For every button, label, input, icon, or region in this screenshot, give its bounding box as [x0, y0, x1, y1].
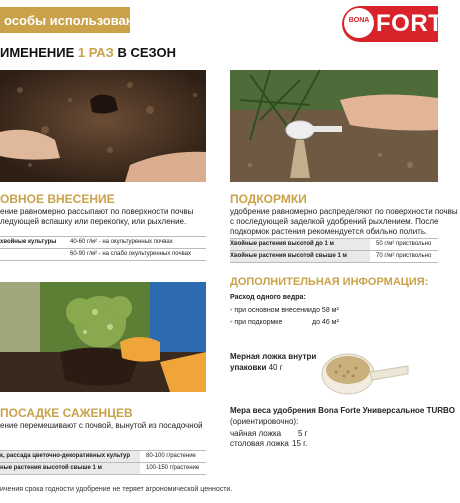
table-row: [0, 237, 206, 248]
soil-photo: [0, 70, 206, 182]
table-cell-dose: 70 г/м² приствольно: [376, 253, 432, 259]
table-cell-dose: 80-100 г/растение: [146, 453, 196, 459]
table-row: [0, 463, 206, 474]
planting-title: ПОСАДКЕ САЖЕНЦЕВ: [0, 406, 133, 420]
bucket-row-value: до 58 м²: [312, 307, 339, 314]
bucket-title: [230, 294, 306, 301]
brand-big-text: FORTE: [376, 10, 460, 37]
feeding-title: ПОДКОРМКИ: [230, 192, 307, 206]
table-cell-dose: 50 г/м² приствольно: [376, 241, 432, 247]
bucket-row-label: при основном внесении: [234, 307, 312, 314]
main-application-line-1: ение равномерно рассыпают по поверхности почвы: [0, 207, 194, 216]
bucket-row-label: при подкормке: [234, 319, 283, 326]
table-row: [230, 239, 438, 250]
bullet-icon: •: [230, 319, 233, 326]
spoon-weight: 40 г: [268, 363, 283, 372]
scoop-photo: [230, 70, 438, 182]
measuring-scoop-image: [318, 346, 410, 398]
subtitle-pre: ИМЕНЕНИЕ: [0, 45, 78, 60]
brand-small-text: BONA: [348, 17, 370, 24]
table-cell-label: Хвойные растения высотой свыше 1 м: [230, 251, 370, 262]
bucket-row: [230, 307, 312, 314]
table-cell-dose: 60-90 г/м² - на слабо окультуренных почвах: [70, 251, 192, 257]
measure-row-value: 15 г.: [292, 439, 308, 448]
planting-line-1: ение перемешивают с почвой, вынутой из посадочной: [0, 421, 203, 430]
table-cell-label: Хвойные растения высотой до 1 м: [230, 239, 370, 250]
main-application-table: [0, 236, 206, 260]
feeding-table: [230, 238, 438, 262]
bucket-row-value: до 46 м²: [312, 319, 339, 326]
subtitle-gold: 1 РАЗ: [77, 45, 114, 60]
table-row: [0, 249, 206, 260]
table-cell-label: хвойные культуры: [0, 239, 57, 245]
subtitle-post: В СЕЗОН: [113, 45, 176, 60]
measure-row-label: чайная ложка: [230, 429, 282, 438]
main-application-title: ОВНОЕ ВНЕСЕНИЕ: [0, 192, 115, 206]
feeding-line-2: с последующей заделкой удобрений рыхлением. После: [230, 217, 439, 226]
table-row: [230, 251, 438, 262]
spoon-title-line-1: Мерная ложка внутри: [230, 352, 317, 361]
measure-title-text: Мера веса удобрения Bona Forte Универсальное TURBO: [230, 406, 456, 415]
measure-note: (ориентировочно):: [230, 417, 299, 426]
table-cell-label: [0, 249, 70, 260]
spoon-title-line-2: упаковки: [230, 363, 267, 372]
measure-title: [230, 406, 455, 415]
table-row: [0, 451, 206, 462]
spoon-title: [230, 352, 316, 361]
table-cell-dose: 40-60 г/м² - на окультуренных почвах: [70, 239, 173, 245]
feeding-line-1: удобрение равномерно распределяют по поверхности почвы: [230, 207, 458, 216]
bucket-row: [230, 319, 282, 326]
usage-subtitle: [0, 45, 176, 60]
planting-table: [0, 450, 206, 474]
bucket-title-text: Расход одного ведра:: [230, 294, 306, 301]
brand-logo: [342, 6, 460, 42]
footer-note: ичения срока годности удобрение не теряет агрономической ценности.: [0, 486, 233, 493]
section-tab: [0, 7, 150, 33]
measure-row-label: столовая ложка: [230, 439, 289, 448]
measure-row-value: 5 г: [298, 429, 308, 438]
section-tab-label: особы использования: [4, 13, 150, 28]
table-cell-dose: 100-150 г/растение: [146, 465, 200, 471]
bullet-icon: •: [230, 307, 233, 314]
extra-info-title: ДОПОЛНИТЕЛЬНАЯ ИНФОРМАЦИЯ:: [230, 276, 429, 288]
planting-photo: [0, 282, 206, 392]
main-application-line-2: ледующей вспашку или перекопку, или рыхление.: [0, 217, 187, 226]
spoon-subtitle: [230, 363, 283, 372]
table-cell-label: к, рассада цветочно-декоративных культур: [0, 451, 140, 462]
feeding-line-3: подкормок растения рекомендуется обильно полить.: [230, 227, 428, 236]
table-cell-label: ные растения высотой свыше 1 м: [0, 463, 140, 474]
